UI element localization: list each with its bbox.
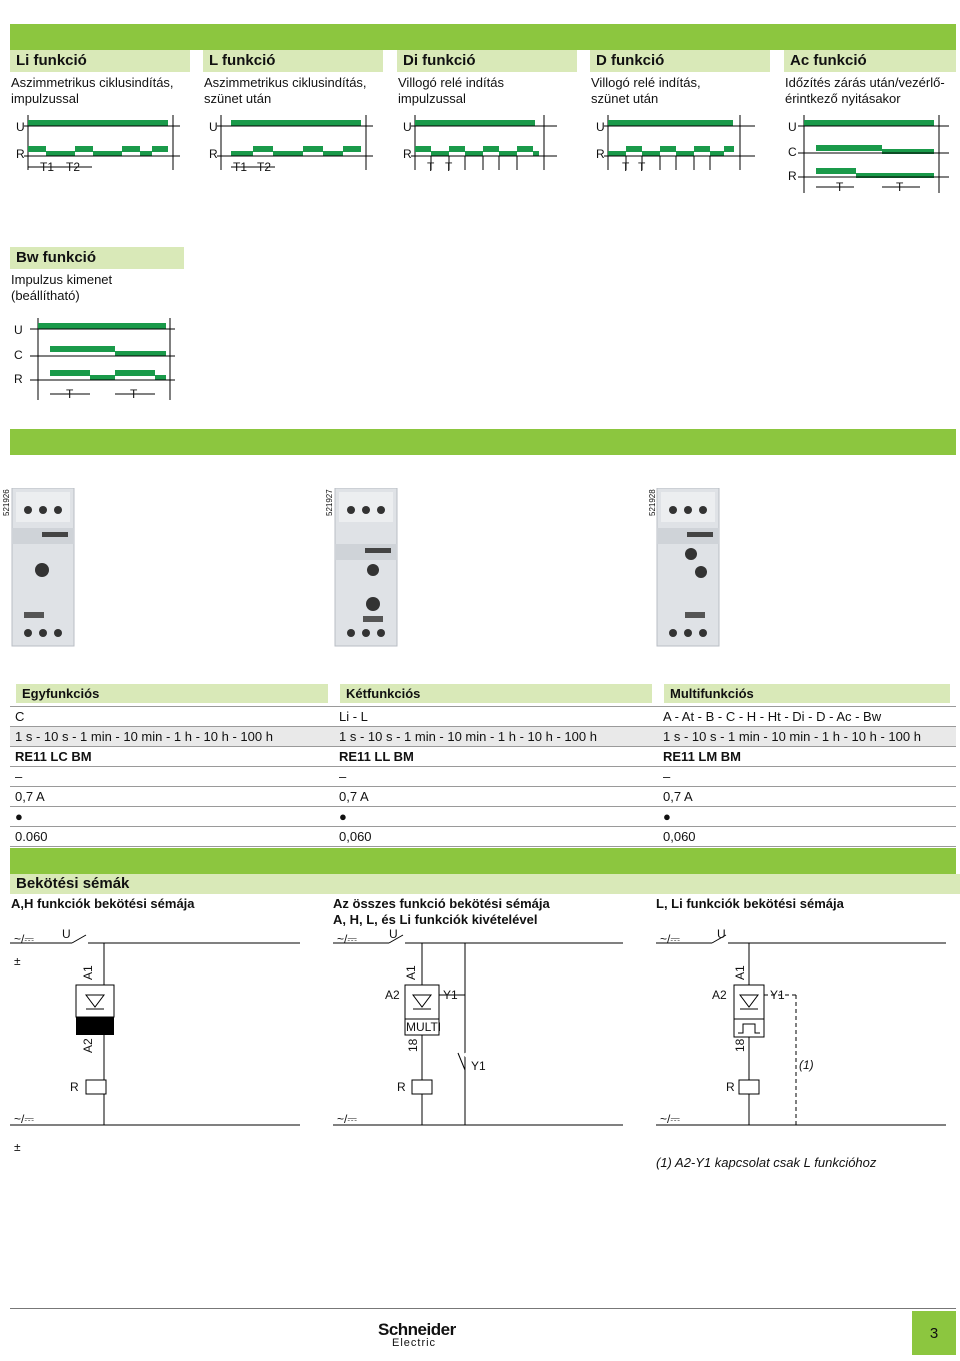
svg-text:Y1: Y1	[770, 988, 785, 1002]
product-ref: 521926	[2, 489, 11, 516]
function-li	[10, 50, 190, 107]
svg-text:U: U	[788, 120, 797, 134]
table-cell: 0,7 A	[658, 787, 956, 807]
product-image-re11lmbm	[655, 488, 725, 648]
svg-text:~/⎓: ~/⎓	[660, 932, 680, 946]
product-ref: 521928	[648, 489, 657, 516]
svg-text:(1): (1)	[799, 1058, 814, 1072]
table-cell: C	[10, 707, 334, 727]
wiring-band	[10, 848, 956, 874]
svg-text:R: R	[16, 147, 25, 161]
svg-text:R: R	[70, 1080, 79, 1094]
table-cell: 1 s - 10 s - 1 min - 10 min - 1 h - 10 h - 100 h	[658, 727, 956, 747]
table-cell: RE11 LC BM	[10, 747, 334, 767]
svg-text:T1: T1	[233, 160, 248, 174]
function-title: Ac funkció	[784, 50, 956, 72]
svg-text:C: C	[788, 145, 797, 159]
table-cell: 1 s - 10 s - 1 min - 10 min - 1 h - 10 h - 100 h	[10, 727, 334, 747]
svg-text:U: U	[209, 120, 218, 134]
svg-text:U: U	[16, 120, 25, 134]
function-desc: Impulzus kimenet (beállítható)	[11, 272, 113, 303]
svg-text:Y1: Y1	[443, 988, 458, 1002]
svg-text:U: U	[62, 927, 71, 941]
product-ref: 521927	[325, 489, 334, 516]
table-row	[10, 807, 956, 827]
svg-text:18: 18	[733, 1038, 747, 1052]
timing-diagram-bw	[10, 318, 185, 403]
table-cell: 0.060	[10, 827, 334, 847]
top-band	[10, 24, 956, 50]
schneider-logo: Schneider Electric	[378, 1320, 456, 1349]
svg-text:~/⎓: ~/⎓	[337, 1112, 357, 1126]
svg-text:~/⎓: ~/⎓	[660, 1112, 680, 1126]
svg-text:18: 18	[406, 1038, 420, 1052]
svg-text:T: T	[896, 180, 904, 194]
table-cell: ●	[334, 807, 658, 827]
function-title: D funkció	[590, 50, 770, 72]
svg-text:A1: A1	[733, 965, 747, 980]
timing-diagram-li	[10, 115, 190, 185]
wiring-section-title: Bekötési sémák	[10, 874, 960, 894]
table-row	[10, 787, 956, 807]
svg-text:T: T	[638, 160, 646, 174]
svg-text:R: R	[209, 147, 218, 161]
table-row	[10, 767, 956, 787]
svg-text:T: T	[66, 387, 74, 401]
svg-text:T: T	[427, 160, 435, 174]
table-cell: 0,060	[658, 827, 956, 847]
column-header: Egyfunkciós	[16, 684, 328, 703]
svg-text:~/⎓: ~/⎓	[14, 1112, 34, 1126]
function-bw	[10, 247, 184, 304]
table-cell: A - At - B - C - H - Ht - Di - D - Ac - Bw	[658, 707, 956, 727]
svg-text:R: R	[726, 1080, 735, 1094]
svg-text:A1: A1	[81, 965, 95, 980]
svg-text:R: R	[397, 1080, 406, 1094]
function-title: Bw funkció	[10, 247, 184, 269]
table-cell: –	[10, 767, 334, 787]
spec-table	[10, 681, 956, 847]
function-title: L funkció	[203, 50, 383, 72]
svg-text:R: R	[14, 372, 23, 386]
function-l	[203, 50, 383, 107]
timing-diagram-l	[203, 115, 383, 185]
table-cell: –	[658, 767, 956, 787]
function-ac	[784, 50, 956, 107]
svg-text:Y1: Y1	[471, 1059, 486, 1073]
svg-text:±: ±	[14, 1140, 21, 1154]
wiring-title-all: Az összes funkció bekötési sémája A, H, L, és Li funkciók kivételével	[333, 896, 550, 927]
svg-text:T: T	[445, 160, 453, 174]
svg-text:R: R	[403, 147, 412, 161]
table-cell: 1 s - 10 s - 1 min - 10 min - 1 h - 10 h - 100 h	[334, 727, 658, 747]
wiring-note: (1) A2-Y1 kapcsolat csak L funkcióhoz	[656, 1155, 877, 1170]
svg-text:T: T	[622, 160, 630, 174]
wiring-diagram-ah	[10, 925, 310, 1155]
table-cell: –	[334, 767, 658, 787]
table-cell: RE11 LL BM	[334, 747, 658, 767]
svg-text:U: U	[389, 927, 398, 941]
table-row	[10, 727, 956, 747]
table-row	[10, 707, 956, 727]
svg-text:T: T	[130, 387, 138, 401]
function-desc: Aszimmetrikus ciklusindítás, szünet után	[204, 75, 367, 106]
table-cell: Li - L	[334, 707, 658, 727]
column-header: Kétfunkciós	[340, 684, 652, 703]
footer-rule	[10, 1308, 956, 1309]
svg-text:T2: T2	[66, 160, 81, 174]
page-number: 3	[912, 1311, 956, 1355]
product-image-re11llbm	[333, 488, 403, 648]
svg-text:A1: A1	[404, 965, 418, 980]
svg-text:T: T	[836, 180, 844, 194]
function-desc: Aszimmetrikus ciklusindítás, impulzussal	[11, 75, 174, 106]
svg-text:C: C	[14, 348, 23, 362]
function-desc: Időzítés zárás után/vezérlő- érintkező nyitásakor	[785, 75, 945, 106]
svg-text:~/⎓: ~/⎓	[14, 932, 34, 946]
table-cell: 0,7 A	[334, 787, 658, 807]
svg-text:U: U	[403, 120, 412, 134]
svg-text:A2: A2	[385, 988, 400, 1002]
table-row	[10, 747, 956, 767]
wiring-diagram-lli	[656, 925, 956, 1155]
svg-text:U: U	[717, 927, 726, 941]
svg-text:U: U	[14, 323, 23, 337]
product-band	[10, 429, 956, 455]
timing-diagram-ac	[784, 115, 956, 195]
timing-diagram-d	[590, 115, 770, 185]
svg-text:U: U	[596, 120, 605, 134]
table-header-row	[10, 681, 956, 707]
function-d	[590, 50, 770, 107]
function-desc: Villogó relé indítás impulzussal	[398, 75, 504, 106]
function-desc: Villogó relé indítás, szünet után	[591, 75, 701, 106]
table-row	[10, 827, 956, 847]
table-cell: 0,060	[334, 827, 658, 847]
svg-text:A2: A2	[81, 1038, 95, 1053]
function-di	[397, 50, 577, 107]
table-cell: ●	[10, 807, 334, 827]
function-title: Li funkció	[10, 50, 190, 72]
function-title: Di funkció	[397, 50, 577, 72]
table-cell: ●	[658, 807, 956, 827]
timing-diagram-di	[397, 115, 577, 185]
column-header: Multifunkciós	[664, 684, 950, 703]
svg-text:±: ±	[14, 954, 21, 968]
svg-text:MULTI: MULTI	[406, 1020, 442, 1034]
wiring-title-ah: A,H funkciók bekötési sémája	[11, 896, 195, 911]
svg-text:R: R	[788, 169, 797, 183]
svg-text:T2: T2	[257, 160, 272, 174]
wiring-diagram-all	[333, 925, 633, 1155]
table-cell: RE11 LM BM	[658, 747, 956, 767]
svg-text:R: R	[596, 147, 605, 161]
product-image-re11lcbm	[10, 488, 80, 648]
table-cell: 0,7 A	[10, 787, 334, 807]
svg-text:T1: T1	[40, 160, 55, 174]
wiring-title-lli: L, Li funkciók bekötési sémája	[656, 896, 844, 911]
svg-text:A2: A2	[712, 988, 727, 1002]
svg-text:~/⎓: ~/⎓	[337, 932, 357, 946]
